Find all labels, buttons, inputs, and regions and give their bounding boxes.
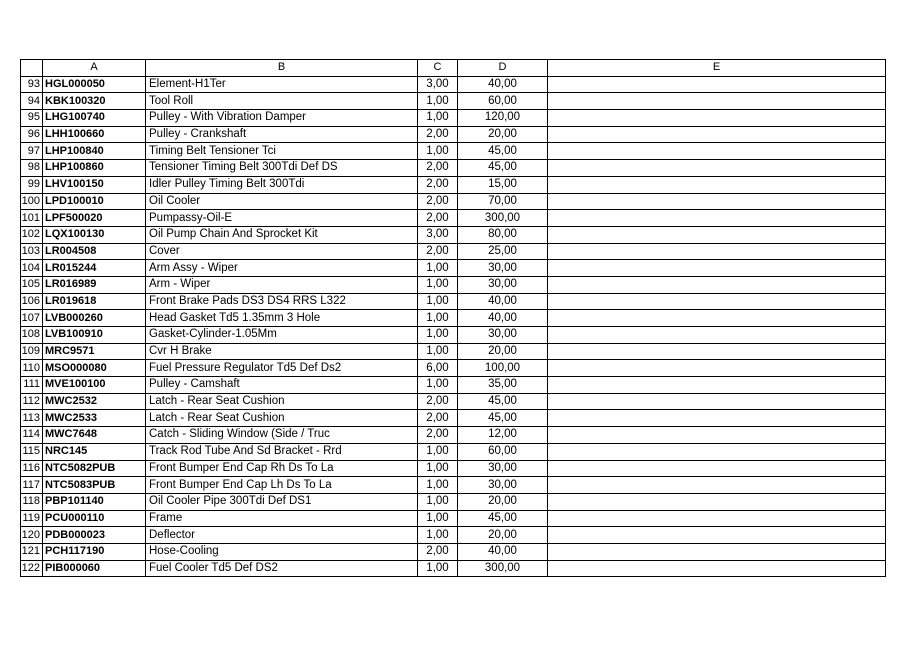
row-number: 117 — [21, 477, 43, 494]
description-cell[interactable]: Arm Assy - Wiper — [146, 260, 418, 277]
quantity-cell[interactable]: 1,00 — [418, 327, 458, 344]
quantity-cell[interactable]: 1,00 — [418, 477, 458, 494]
part-code-cell[interactable]: PBP101140 — [43, 493, 146, 510]
column-e-cell[interactable] — [548, 443, 886, 460]
description-cell[interactable]: Latch - Rear Seat Cushion — [146, 410, 418, 427]
description-cell[interactable]: Catch - Sliding Window (Side / Truc — [146, 427, 418, 444]
quantity-cell[interactable]: 3,00 — [418, 76, 458, 93]
price-cell[interactable]: 40,00 — [458, 310, 548, 327]
column-header-e[interactable]: E — [548, 60, 886, 77]
row-number: 106 — [21, 293, 43, 310]
table-row — [21, 493, 886, 510]
description-cell[interactable]: Idler Pulley Timing Belt 300Tdi — [146, 176, 418, 193]
quantity-cell[interactable]: 6,00 — [418, 360, 458, 377]
row-number: 115 — [21, 443, 43, 460]
row-number: 112 — [21, 393, 43, 410]
quantity-cell[interactable]: 1,00 — [418, 110, 458, 127]
column-header-a[interactable]: A — [43, 60, 146, 77]
table-row — [21, 293, 886, 310]
column-e-cell[interactable] — [548, 560, 886, 577]
description-cell[interactable]: Arm - Wiper — [146, 276, 418, 293]
description-cell[interactable]: Tool Roll — [146, 93, 418, 110]
row-number: 116 — [21, 460, 43, 477]
quantity-cell[interactable]: 1,00 — [418, 560, 458, 577]
description-cell[interactable]: Pulley - Crankshaft — [146, 126, 418, 143]
quantity-cell[interactable]: 1,00 — [418, 276, 458, 293]
part-code-cell[interactable]: PIB000060 — [43, 560, 146, 577]
column-e-cell[interactable] — [548, 493, 886, 510]
description-cell[interactable]: Front Bumper End Cap Lh Ds To La — [146, 477, 418, 494]
price-cell[interactable]: 45,00 — [458, 160, 548, 177]
description-cell[interactable]: Pulley - Camshaft — [146, 377, 418, 394]
part-code-cell[interactable]: KBK100320 — [43, 93, 146, 110]
quantity-cell[interactable]: 3,00 — [418, 226, 458, 243]
price-cell[interactable]: 45,00 — [458, 510, 548, 527]
column-e-cell[interactable] — [548, 160, 886, 177]
part-code-cell[interactable]: LVB100910 — [43, 327, 146, 344]
column-e-cell[interactable] — [548, 93, 886, 110]
price-cell[interactable]: 15,00 — [458, 176, 548, 193]
column-e-cell[interactable] — [548, 343, 886, 360]
quantity-cell[interactable]: 2,00 — [418, 410, 458, 427]
column-e-cell[interactable] — [548, 460, 886, 477]
column-e-cell[interactable] — [548, 543, 886, 560]
row-number: 108 — [21, 327, 43, 344]
column-e-cell[interactable] — [548, 276, 886, 293]
table-row — [21, 410, 886, 427]
price-cell[interactable]: 60,00 — [458, 443, 548, 460]
price-cell[interactable]: 40,00 — [458, 76, 548, 93]
row-number: 110 — [21, 360, 43, 377]
table-row — [21, 176, 886, 193]
row-number: 120 — [21, 527, 43, 544]
part-code-cell[interactable]: PCU000110 — [43, 510, 146, 527]
quantity-cell[interactable]: 2,00 — [418, 543, 458, 560]
quantity-cell[interactable]: 2,00 — [418, 210, 458, 227]
quantity-cell[interactable]: 2,00 — [418, 393, 458, 410]
quantity-cell[interactable]: 2,00 — [418, 427, 458, 444]
description-cell[interactable]: Cover — [146, 243, 418, 260]
part-code-cell[interactable]: LQX100130 — [43, 226, 146, 243]
part-code-cell[interactable]: PCH117190 — [43, 543, 146, 560]
price-cell[interactable]: 45,00 — [458, 143, 548, 160]
part-code-cell[interactable]: MWC2533 — [43, 410, 146, 427]
description-cell[interactable]: Timing Belt Tensioner Tci — [146, 143, 418, 160]
description-cell[interactable]: Oil Cooler — [146, 193, 418, 210]
part-code-cell[interactable]: LHV100150 — [43, 176, 146, 193]
description-cell[interactable]: Frame — [146, 510, 418, 527]
corner-cell — [21, 60, 43, 77]
column-e-cell[interactable] — [548, 293, 886, 310]
row-number: 102 — [21, 226, 43, 243]
description-cell[interactable]: Cvr H Brake — [146, 343, 418, 360]
quantity-cell[interactable]: 2,00 — [418, 243, 458, 260]
table-row — [21, 243, 886, 260]
row-number: 122 — [21, 560, 43, 577]
part-code-cell[interactable]: NTC5082PUB — [43, 460, 146, 477]
description-cell[interactable]: Element-H1Ter — [146, 76, 418, 93]
price-cell[interactable]: 35,00 — [458, 377, 548, 394]
quantity-cell[interactable]: 2,00 — [418, 126, 458, 143]
column-header-b[interactable]: B — [146, 60, 418, 77]
price-cell[interactable]: 30,00 — [458, 276, 548, 293]
price-cell[interactable]: 30,00 — [458, 477, 548, 494]
column-e-cell[interactable] — [548, 143, 886, 160]
table-row — [21, 360, 886, 377]
table-body — [21, 76, 886, 577]
column-e-cell[interactable] — [548, 243, 886, 260]
row-number: 94 — [21, 93, 43, 110]
part-code-cell[interactable]: PDB000023 — [43, 527, 146, 544]
price-cell[interactable]: 30,00 — [458, 460, 548, 477]
price-cell[interactable]: 40,00 — [458, 543, 548, 560]
quantity-cell[interactable]: 1,00 — [418, 343, 458, 360]
column-e-cell[interactable] — [548, 527, 886, 544]
row-number: 101 — [21, 210, 43, 227]
price-cell[interactable]: 70,00 — [458, 193, 548, 210]
column-e-cell[interactable] — [548, 226, 886, 243]
column-e-cell[interactable] — [548, 310, 886, 327]
column-e-cell[interactable] — [548, 427, 886, 444]
price-cell[interactable]: 20,00 — [458, 343, 548, 360]
part-code-cell[interactable]: LPF500020 — [43, 210, 146, 227]
description-cell[interactable]: Gasket-Cylinder-1.05Mm — [146, 327, 418, 344]
quantity-cell[interactable]: 1,00 — [418, 260, 458, 277]
column-e-cell[interactable] — [548, 393, 886, 410]
column-header-c[interactable]: C — [418, 60, 458, 77]
row-number: 121 — [21, 543, 43, 560]
row-number: 97 — [21, 143, 43, 160]
table-row — [21, 276, 886, 293]
table-row — [21, 460, 886, 477]
spreadsheet-table — [20, 59, 886, 577]
quantity-cell[interactable]: 1,00 — [418, 443, 458, 460]
part-code-cell[interactable]: MSO000080 — [43, 360, 146, 377]
price-cell[interactable]: 300,00 — [458, 560, 548, 577]
table-row — [21, 477, 886, 494]
description-cell[interactable]: Latch - Rear Seat Cushion — [146, 393, 418, 410]
part-code-cell[interactable]: NTC5083PUB — [43, 477, 146, 494]
table-row — [21, 560, 886, 577]
part-code-cell[interactable]: MRC9571 — [43, 343, 146, 360]
row-number: 114 — [21, 427, 43, 444]
table-row — [21, 226, 886, 243]
description-cell[interactable]: Fuel Pressure Regulator Td5 Def Ds2 — [146, 360, 418, 377]
price-cell[interactable]: 20,00 — [458, 527, 548, 544]
column-e-cell[interactable] — [548, 110, 886, 127]
table-row — [21, 327, 886, 344]
quantity-cell[interactable]: 2,00 — [418, 193, 458, 210]
description-cell[interactable]: Fuel Cooler Td5 Def DS2 — [146, 560, 418, 577]
part-code-cell[interactable]: NRC145 — [43, 443, 146, 460]
table-row — [21, 76, 886, 93]
table-row — [21, 527, 886, 544]
price-cell[interactable]: 300,00 — [458, 210, 548, 227]
table-row — [21, 543, 886, 560]
description-cell[interactable]: Front Brake Pads DS3 DS4 RRS L322 — [146, 293, 418, 310]
table-row — [21, 160, 886, 177]
table-row — [21, 210, 886, 227]
table-row — [21, 143, 886, 160]
price-cell[interactable]: 12,00 — [458, 427, 548, 444]
row-number: 109 — [21, 343, 43, 360]
part-code-cell[interactable]: LHP100840 — [43, 143, 146, 160]
description-cell[interactable]: Head Gasket Td5 1.35mm 3 Hole — [146, 310, 418, 327]
row-number: 103 — [21, 243, 43, 260]
part-code-cell[interactable]: LHH100660 — [43, 126, 146, 143]
price-cell[interactable]: 45,00 — [458, 393, 548, 410]
quantity-cell[interactable]: 2,00 — [418, 176, 458, 193]
column-header-d[interactable]: D — [458, 60, 548, 77]
table-row — [21, 93, 886, 110]
row-number: 98 — [21, 160, 43, 177]
row-number: 99 — [21, 176, 43, 193]
quantity-cell[interactable]: 1,00 — [418, 460, 458, 477]
price-cell[interactable]: 60,00 — [458, 93, 548, 110]
quantity-cell[interactable]: 2,00 — [418, 160, 458, 177]
table-row — [21, 343, 886, 360]
quantity-cell[interactable]: 1,00 — [418, 310, 458, 327]
table-row — [21, 393, 886, 410]
description-cell[interactable]: Front Bumper End Cap Rh Ds To La — [146, 460, 418, 477]
row-number: 95 — [21, 110, 43, 127]
part-code-cell[interactable]: LPD100010 — [43, 193, 146, 210]
price-cell[interactable]: 25,00 — [458, 243, 548, 260]
description-cell[interactable]: Pulley - With Vibration Damper — [146, 110, 418, 127]
table-row — [21, 377, 886, 394]
column-e-cell[interactable] — [548, 210, 886, 227]
column-e-cell[interactable] — [548, 76, 886, 93]
column-e-cell[interactable] — [548, 327, 886, 344]
column-e-cell[interactable] — [548, 477, 886, 494]
table-row — [21, 126, 886, 143]
column-e-cell[interactable] — [548, 510, 886, 527]
quantity-cell[interactable]: 1,00 — [418, 93, 458, 110]
part-code-cell[interactable]: MWC2532 — [43, 393, 146, 410]
table-row — [21, 510, 886, 527]
price-cell[interactable]: 20,00 — [458, 493, 548, 510]
column-e-cell[interactable] — [548, 377, 886, 394]
quantity-cell[interactable]: 1,00 — [418, 293, 458, 310]
table-row — [21, 260, 886, 277]
table-row — [21, 443, 886, 460]
description-cell[interactable]: Tensioner Timing Belt 300Tdi Def DS — [146, 160, 418, 177]
part-code-cell[interactable]: LHP100860 — [43, 160, 146, 177]
part-code-cell[interactable]: LR019618 — [43, 293, 146, 310]
description-cell[interactable]: Oil Pump Chain And Sprocket Kit — [146, 226, 418, 243]
column-header-row — [21, 60, 886, 77]
part-code-cell[interactable]: LVB000260 — [43, 310, 146, 327]
column-e-cell[interactable] — [548, 410, 886, 427]
part-code-cell[interactable]: MVE100100 — [43, 377, 146, 394]
price-cell[interactable]: 120,00 — [458, 110, 548, 127]
price-cell[interactable]: 45,00 — [458, 410, 548, 427]
part-code-cell[interactable]: HGL000050 — [43, 76, 146, 93]
price-cell[interactable]: 80,00 — [458, 226, 548, 243]
row-number: 104 — [21, 260, 43, 277]
quantity-cell[interactable]: 1,00 — [418, 143, 458, 160]
part-code-cell[interactable]: LR016989 — [43, 276, 146, 293]
table-row — [21, 193, 886, 210]
table-row — [21, 427, 886, 444]
part-code-cell[interactable]: LHG100740 — [43, 110, 146, 127]
part-code-cell[interactable]: LR015244 — [43, 260, 146, 277]
description-cell[interactable]: Hose-Cooling — [146, 543, 418, 560]
table-row — [21, 110, 886, 127]
quantity-cell[interactable]: 1,00 — [418, 493, 458, 510]
table-row — [21, 310, 886, 327]
price-cell[interactable]: 20,00 — [458, 126, 548, 143]
quantity-cell[interactable]: 1,00 — [418, 510, 458, 527]
row-number: 111 — [21, 377, 43, 394]
price-cell[interactable]: 40,00 — [458, 293, 548, 310]
quantity-cell[interactable]: 1,00 — [418, 377, 458, 394]
column-e-cell[interactable] — [548, 126, 886, 143]
row-number: 119 — [21, 510, 43, 527]
row-number: 93 — [21, 76, 43, 93]
description-cell[interactable]: Pumpassy-Oil-E — [146, 210, 418, 227]
row-number: 118 — [21, 493, 43, 510]
quantity-cell[interactable]: 1,00 — [418, 527, 458, 544]
part-code-cell[interactable]: LR004508 — [43, 243, 146, 260]
description-cell[interactable]: Deflector — [146, 527, 418, 544]
column-e-cell[interactable] — [548, 193, 886, 210]
part-code-cell[interactable]: MWC7648 — [43, 427, 146, 444]
column-e-cell[interactable] — [548, 176, 886, 193]
row-number: 107 — [21, 310, 43, 327]
row-number: 96 — [21, 126, 43, 143]
row-number: 113 — [21, 410, 43, 427]
description-cell[interactable]: Oil Cooler Pipe 300Tdi Def DS1 — [146, 493, 418, 510]
price-cell[interactable]: 100,00 — [458, 360, 548, 377]
column-e-cell[interactable] — [548, 360, 886, 377]
price-cell[interactable]: 30,00 — [458, 260, 548, 277]
row-number: 100 — [21, 193, 43, 210]
price-cell[interactable]: 30,00 — [458, 327, 548, 344]
column-e-cell[interactable] — [548, 260, 886, 277]
row-number: 105 — [21, 276, 43, 293]
description-cell[interactable]: Track Rod Tube And Sd Bracket - Rrd — [146, 443, 418, 460]
